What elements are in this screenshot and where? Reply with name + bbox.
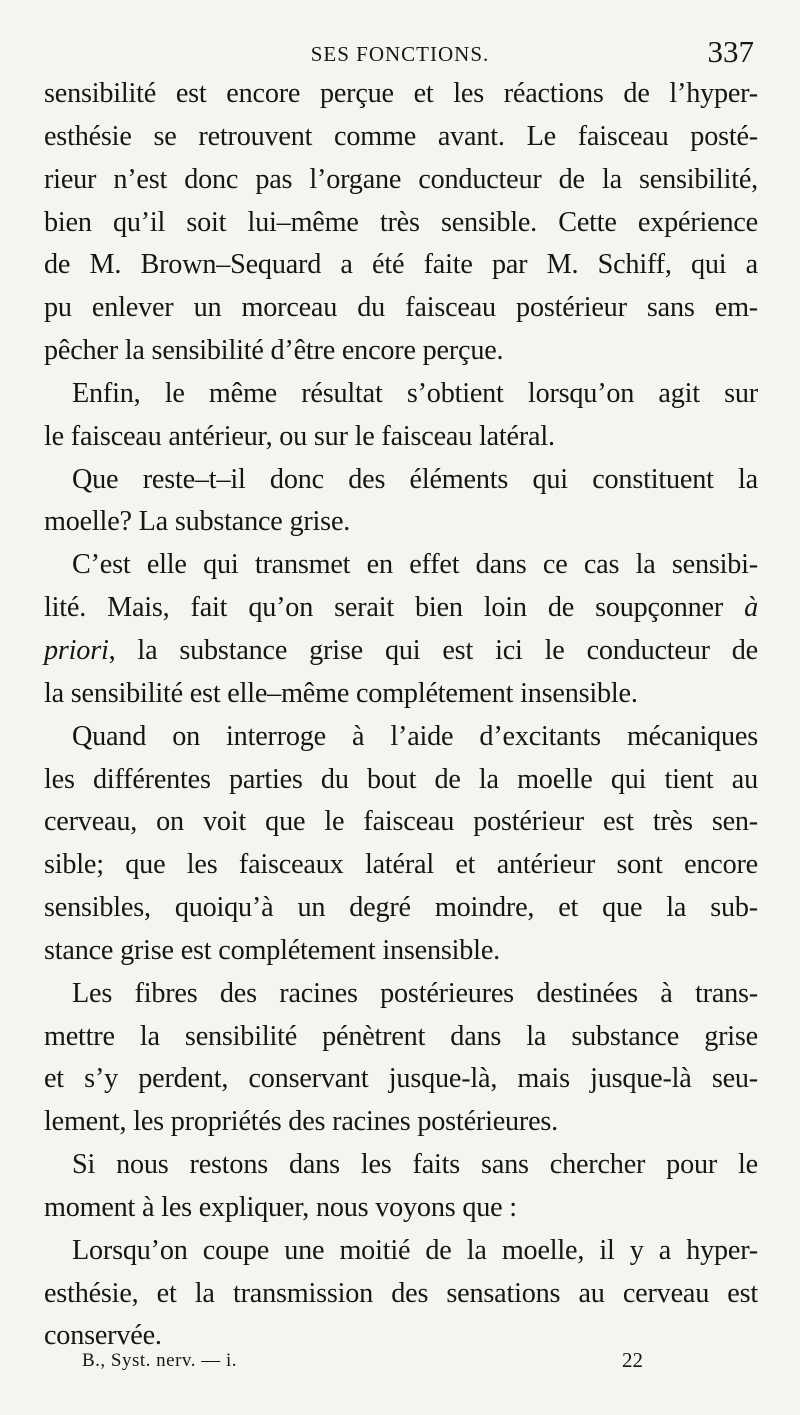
paragraph-2 (44, 373, 758, 459)
text-segment: , la substance grise qui est ici le conducteur de (108, 634, 758, 666)
paragraph-7 (44, 1144, 758, 1230)
text-line: C’est elle qui transmet en effet dans ce cas la sensibi- (72, 549, 758, 581)
text-line: lement, les propriétés des racines postérieures. (44, 1106, 559, 1138)
text-line: esthésie, et la transmission des sensations au cerveau est (44, 1277, 758, 1309)
text-line: Si nous restons dans les faits sans chercher pour le (72, 1149, 758, 1181)
text-line: moment à les expliquer, nous voyons que : (44, 1191, 517, 1223)
text-line: sensibilité est encore perçue et les réactions de l’hyper- (44, 78, 758, 109)
text-line: rieur n’est donc pas l’organe conducteur de la sensibilité, (44, 163, 758, 195)
text-line: de M. Brown–Sequard a été faite par M. Schiff, qui a (44, 249, 758, 281)
text-line: moelle? La substance grise. (44, 506, 351, 538)
text-segment: lité. Mais, fait qu’on serait bien loin de soupçonner (44, 592, 724, 624)
text-line: bien qu’il soit lui–même très sensible. Cette expérience (44, 206, 758, 238)
italic-word: à (744, 592, 758, 624)
text-line (44, 587, 758, 630)
text-line: cerveau, on voit que le faisceau postérieur est très sen- (44, 806, 758, 838)
paragraph-4 (44, 544, 758, 715)
running-head: SES FONCTIONS. (310, 42, 490, 66)
italic-word: priori (44, 634, 109, 666)
signature-number: 22 (622, 1348, 643, 1372)
text-line: sensibles, quoiqu’à un degré moindre, et que la sub- (44, 892, 758, 924)
text-line: et s’y perdent, conservant jusque-là, mais jusque-là seu- (44, 1063, 758, 1095)
text-line: Enfin, le même résultat s’obtient lorsqu’on agit sur (72, 377, 758, 409)
paragraph-8 (44, 1230, 758, 1359)
body-text (44, 73, 758, 1358)
text-line: pu enlever un morceau du faisceau postérieur sans em- (44, 292, 758, 324)
paragraph-1 (44, 73, 758, 373)
text-line: esthésie se retrouvent comme avant. Le faisceau posté- (44, 120, 758, 152)
page-header (44, 32, 756, 72)
text-line: conservée. (44, 1320, 162, 1352)
text-line: mettre la sensibilité pénètrent dans la substance grise (44, 1020, 758, 1052)
page-footer (44, 1345, 756, 1375)
page-number: 337 (707, 34, 754, 69)
text-line: le faisceau antérieur, ou sur le faisceau latéral. (44, 420, 555, 452)
text-line: Les fibres des racines postérieures destinées à trans- (72, 977, 758, 1009)
text-line: pêcher la sensibilité d’être encore perçue. (44, 335, 504, 367)
text-line: les différentes parties du bout de la moelle qui tient au (44, 763, 758, 795)
text-line: Que reste–t–il donc des éléments qui constituent la (72, 463, 758, 495)
text-line: stance grise est complétement insensible. (44, 934, 500, 966)
text-line: la sensibilité est elle–même complétement insensible. (44, 677, 638, 709)
text-line (44, 630, 758, 673)
text-line: sible; que les faisceaux latéral et antérieur sont encore (44, 849, 758, 881)
printer-signature: B., Syst. nerv. — i. (82, 1350, 237, 1371)
text-line: Lorsqu’on coupe une moitié de la moelle, il y a hyper- (72, 1234, 758, 1266)
paragraph-6 (44, 973, 758, 1144)
text-line: Quand on interroge à l’aide d’excitants mécaniques (72, 720, 758, 752)
paragraph-5 (44, 716, 758, 973)
paragraph-3 (44, 459, 758, 545)
